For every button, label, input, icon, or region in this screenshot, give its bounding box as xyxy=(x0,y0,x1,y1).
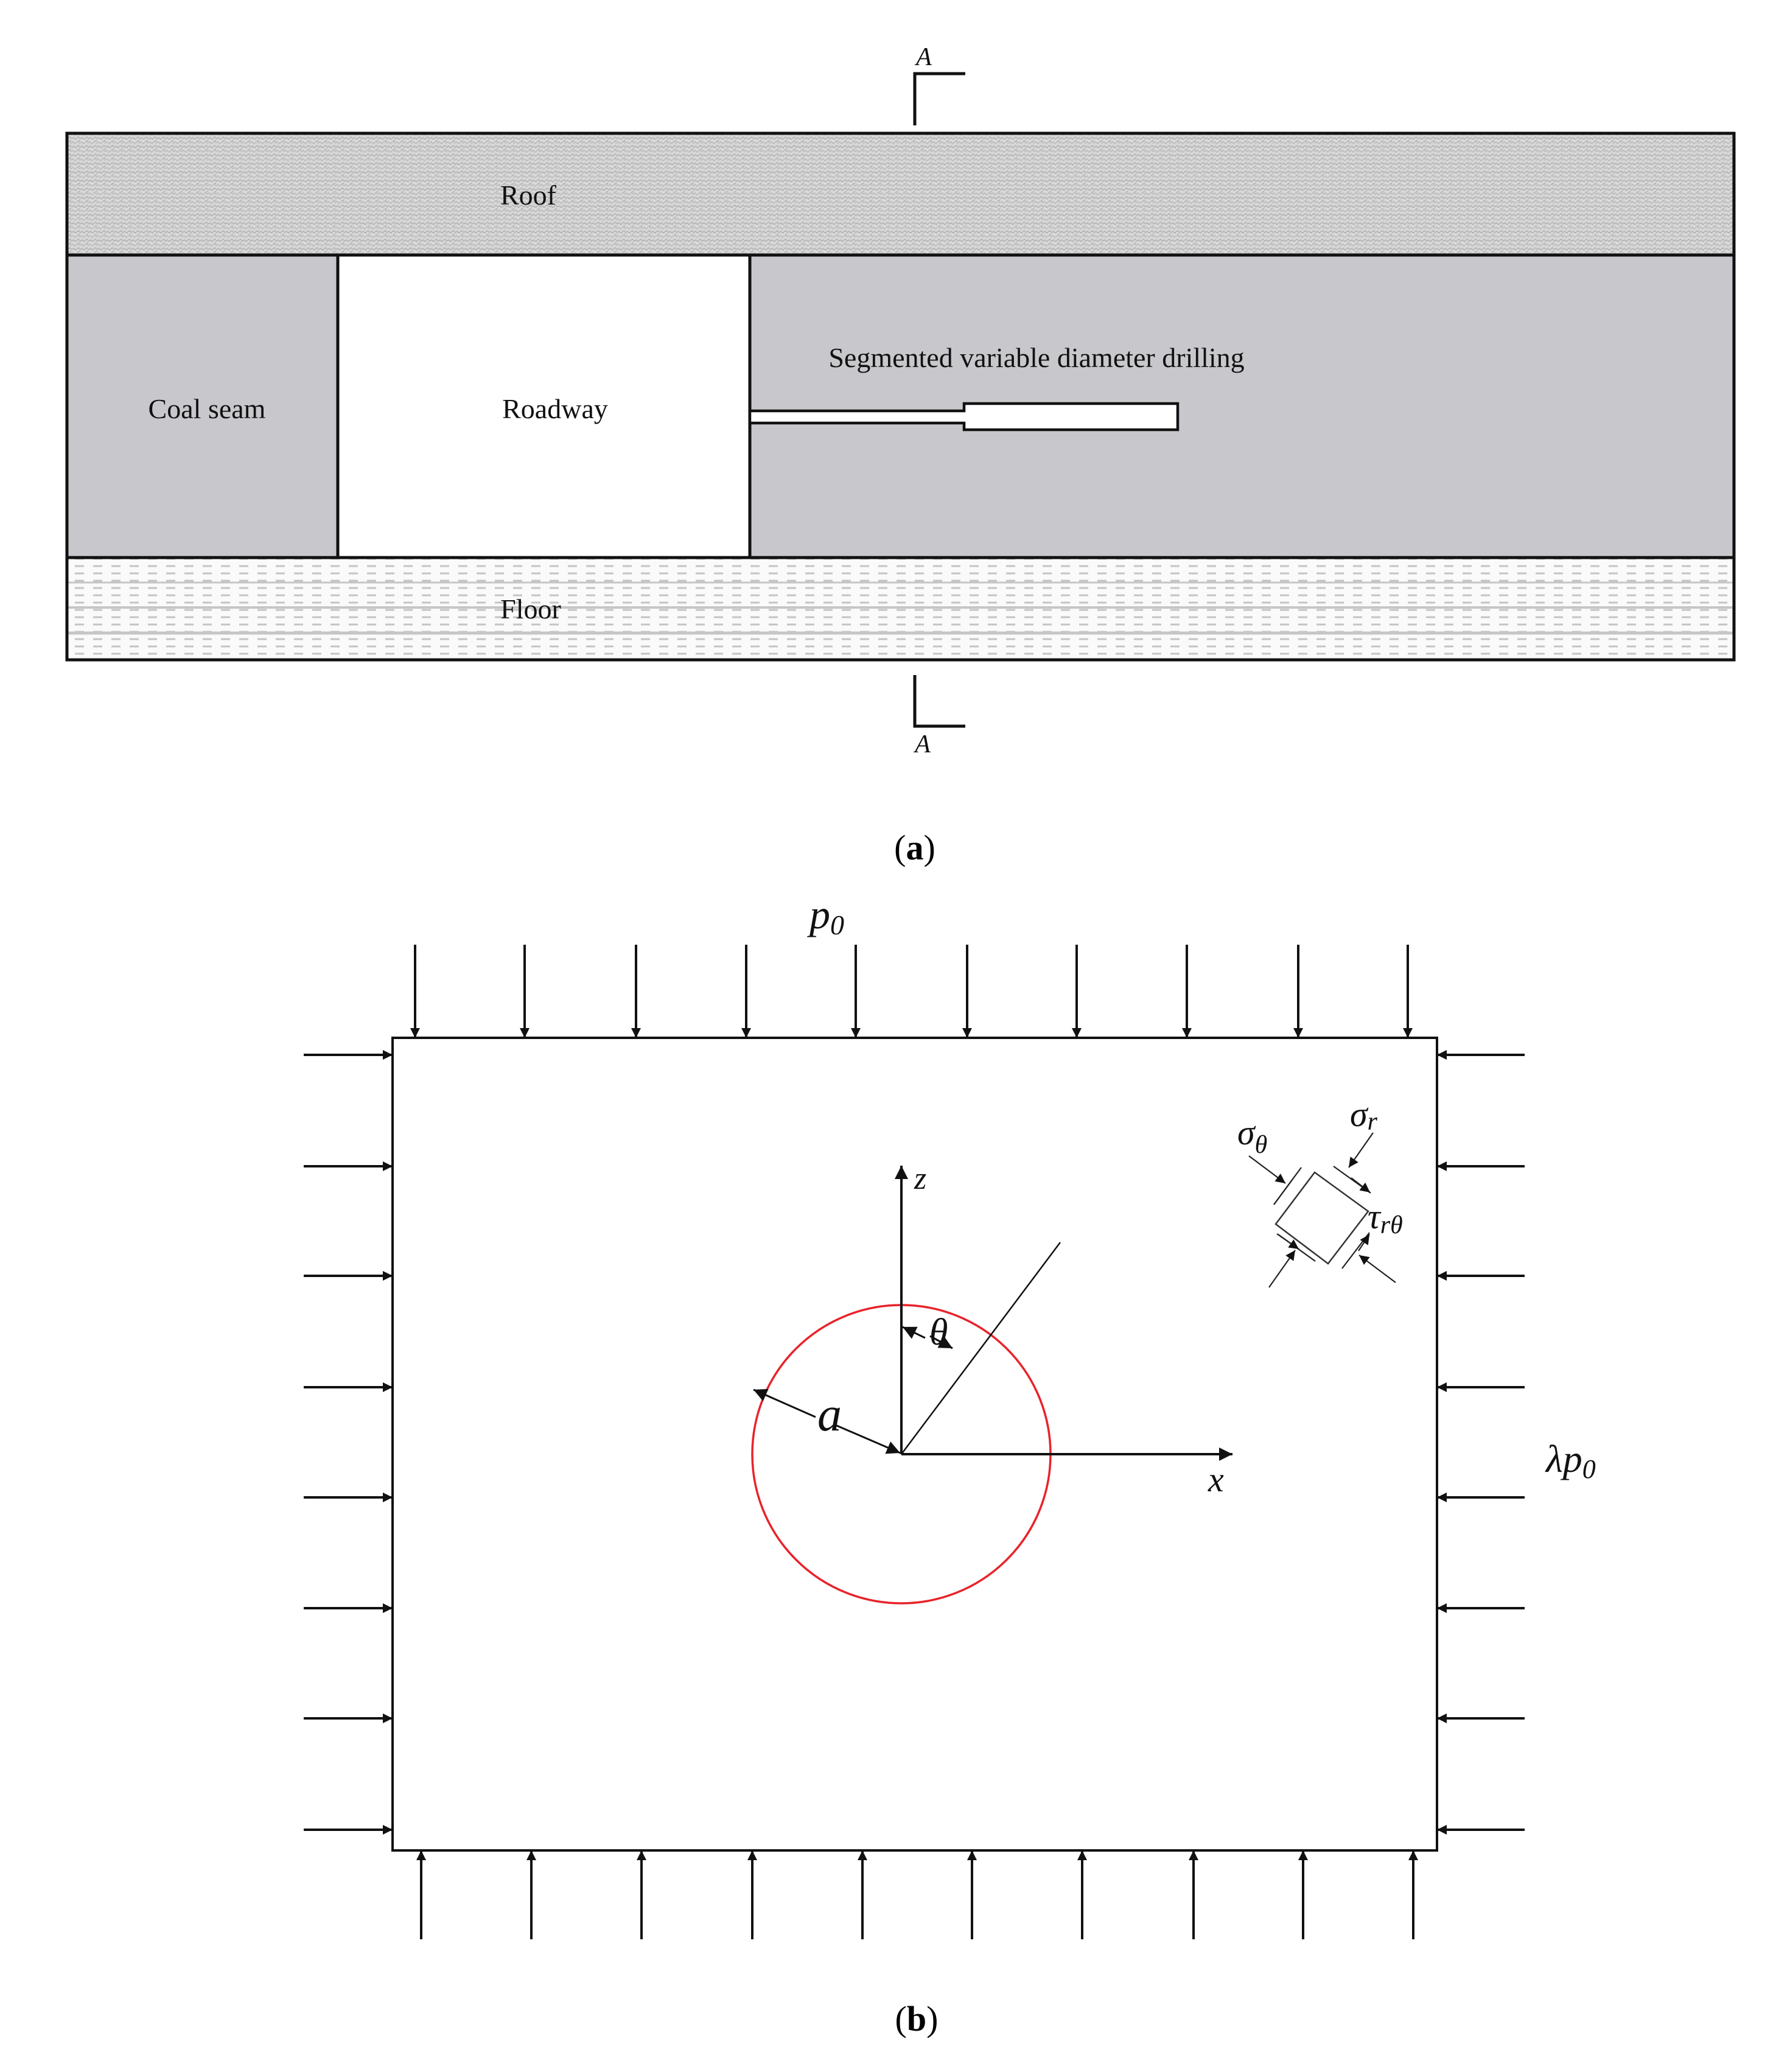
section-marker-top xyxy=(914,43,965,125)
sigma-r-label: σr xyxy=(1350,1094,1377,1136)
stress-element xyxy=(1237,1094,1403,1287)
horizontal-load-label: λp0 xyxy=(1546,1437,1596,1484)
radius-arrow-inner xyxy=(834,1424,900,1453)
caption-b: (b) xyxy=(895,1999,939,2039)
radius-label: a xyxy=(817,1388,842,1441)
radial-line xyxy=(901,1242,1060,1454)
left-load-arrows xyxy=(304,1055,393,1830)
sigma-theta-label: $\sigma_\theta$ xyxy=(1237,1113,1268,1159)
bottom-load-arrows xyxy=(421,1850,1413,1939)
section-marker-bottom xyxy=(913,675,965,758)
right-load-arrows xyxy=(1437,1055,1525,1830)
top-load-arrows xyxy=(415,945,1408,1038)
section-label-top: A xyxy=(916,43,932,71)
caption-a: (a) xyxy=(894,828,935,867)
x-axis-label: x xyxy=(1208,1460,1224,1499)
coal-seam-layer xyxy=(67,255,1734,558)
model-boundary xyxy=(393,1038,1437,1850)
z-axis-label: z xyxy=(914,1161,927,1196)
tau-r-theta-label: τrθ xyxy=(1368,1197,1403,1239)
roof-layer xyxy=(67,133,1734,255)
drilling-label: Segmented variable diameter drilling xyxy=(828,342,1245,373)
coal-seam-label: Coal seam xyxy=(148,393,266,424)
element-square xyxy=(1276,1172,1368,1264)
panel-b-mechanical-model xyxy=(304,891,1596,2039)
panel-a-section-view xyxy=(67,43,1734,867)
floor-label: Floor xyxy=(500,593,561,625)
roadway-label: Roadway xyxy=(502,393,608,424)
section-label-bottom: A xyxy=(915,730,931,758)
radius-arrow-outer xyxy=(753,1390,816,1417)
roof-label: Roof xyxy=(500,180,556,211)
vertical-load-label: p0 xyxy=(809,891,844,940)
theta-label: θ xyxy=(929,1312,948,1353)
